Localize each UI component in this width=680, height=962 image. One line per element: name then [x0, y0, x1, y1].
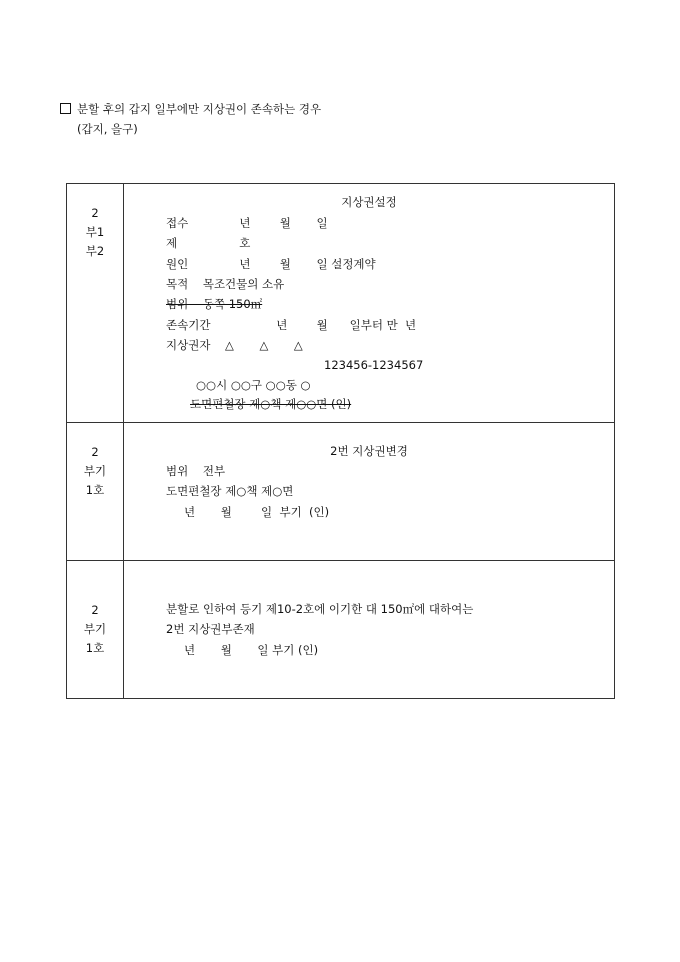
rank-number-line: 부2 [85, 244, 105, 258]
rank-number-line: 1호 [85, 483, 105, 497]
entry-line: 범위 전부 [166, 464, 226, 478]
rank-number-line: 2 [91, 603, 99, 617]
entry-line: ○○시 ○○구 ○○동 ○ [196, 378, 311, 392]
table-row [67, 184, 615, 423]
entry-line-struck: 범위 동쪽 150㎡ [166, 297, 263, 311]
registry-table [66, 183, 615, 699]
entry-line: 분할로 인하여 등기 제10-2호에 이기한 대 150㎡에 대하여는 [166, 602, 474, 616]
rank-number-line: 부1 [85, 225, 105, 239]
rank-number-cell [67, 561, 124, 699]
rank-number-line: 1호 [85, 641, 105, 655]
heading-title-line [60, 99, 321, 119]
rank-number-line: 2 [91, 445, 99, 459]
checkbox-square-icon [60, 103, 71, 114]
entry-line: 지상권자 △ △ △ [166, 338, 303, 352]
entry-line: 년 월 일 부기 (인) [184, 643, 319, 657]
table-row [67, 423, 615, 561]
entry-line: 원인 년 월 일 설정계약 [166, 257, 376, 271]
rank-number-line: 부기 [83, 464, 107, 478]
heading-title: 분할 후의 갑지 일부에만 지상권이 존속하는 경우 [77, 102, 322, 116]
entry-title: 2번 지상권변경 [330, 444, 408, 458]
entry-content-cell [124, 561, 615, 699]
entry-line-struck: 도면편철장 제○책 제○○면 (인) [190, 397, 352, 411]
rank-number-cell [67, 184, 124, 423]
entry-title: 지상권설정 [341, 195, 397, 209]
entry-line: 존속기간 년 월 일부터 만 년 [166, 318, 417, 332]
entry-line: 도면편철장 제○책 제○면 [166, 484, 294, 498]
section-heading [60, 99, 321, 139]
table-row [67, 561, 615, 699]
entry-line: 목적 목조건물의 소유 [166, 277, 285, 291]
heading-subtitle: (갑지, 을구) [77, 122, 138, 136]
entry-line: 제 호 [166, 236, 251, 250]
entry-line: 년 월 일 부기 (인) [184, 505, 330, 519]
entry-line: 2번 지상권부존재 [166, 622, 255, 636]
entry-line: 접수 년 월 일 [166, 216, 328, 230]
rank-number-line: 2 [91, 206, 99, 220]
rank-number-line: 부기 [83, 622, 107, 636]
entry-content-cell [124, 423, 615, 561]
entry-line: 123456-1234567 [324, 358, 424, 372]
rank-number-cell [67, 423, 124, 561]
entry-content-cell [124, 184, 615, 423]
